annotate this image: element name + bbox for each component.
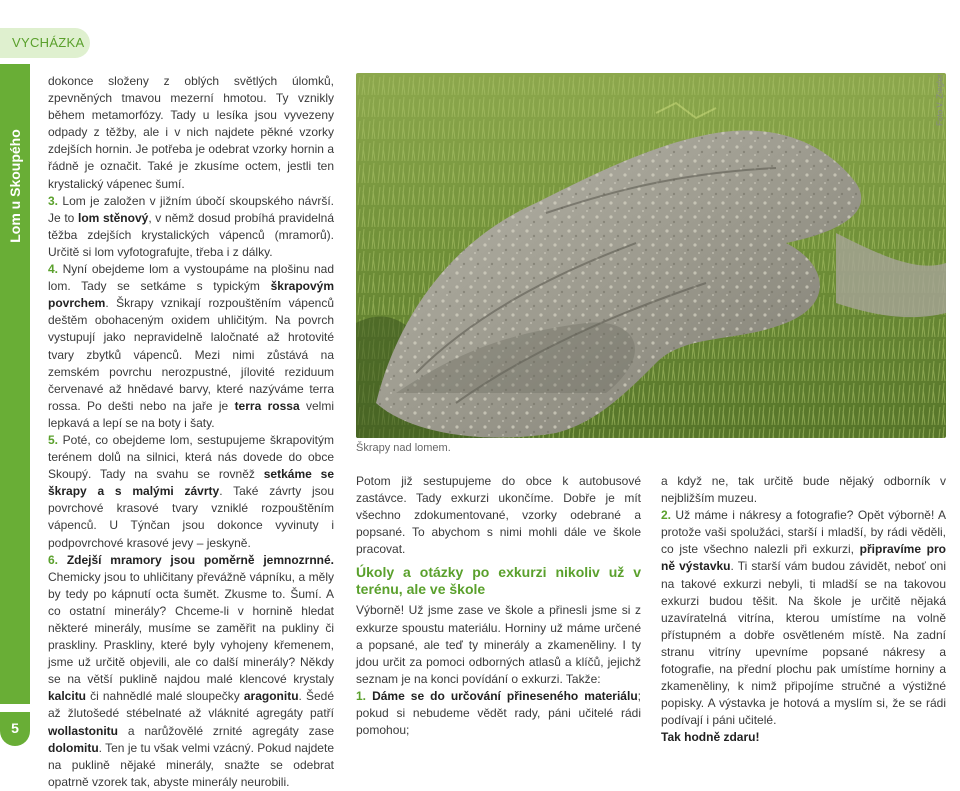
text-column-3 [661, 473, 946, 747]
closing-line: Tak hodně zdaru! [661, 730, 760, 745]
paragraph [661, 507, 946, 729]
emphasis: Dáme se do určování přineseného materiálu [372, 688, 638, 703]
paragraph-text: ; pokud si nebudeme vědět rady, páni učitelé rádi pomohou; [356, 688, 641, 738]
step-number: 4. [48, 262, 59, 277]
step-number: 3. [48, 193, 59, 208]
paragraph [48, 261, 334, 432]
paragraph-text: Potom již sestupujeme do obce k autobusové zastávce. Tady exkurzi ukončíme. Dobře je mít všechno zdokumentované, vzorky odebrané a popsané. To abychom s nimi mohli dále ve škole pracovat. [356, 474, 641, 557]
paragraph-text: , v němž dosud probíhá pravidelná těžba zdejších krystalických vápenců (mramorů). Určitě si lom vyfotografujte, třeba i z dálky. [48, 210, 334, 259]
emphasis: dolomitu [48, 740, 99, 755]
paragraph-text: Poté, co obejdeme lom, sestupujeme škrapovitým terénem dolů na silnici, která nás dovede do obce Skoupý. Tady na svahu se rovněž [48, 432, 334, 482]
paragraph-text: a narůžovělé zrnité agregáty zase [127, 723, 334, 738]
sidebar-band [0, 64, 30, 704]
paragraph [48, 73, 334, 193]
emphasis: připravíme pro ně výstavku [661, 542, 946, 574]
step-number: 6. [48, 552, 59, 567]
emphasis: lom stěnový [77, 210, 149, 225]
paragraph-text: Chemicky jsou to uhličitany převážně vápníku, a měly by tedy po kápnutí octa šumět. Zkusme to. Šumí. A co ostatní minerály? Chceme-li v hornině hledat některé minerály, musíme se zaměřit na pukliny či praskliny. Praskliny, které byly vyhojeny křemenem, jsme už určitě objevili, ale co další minerály? Někdy se na větší puklině najdou malé klencové krystaly [48, 569, 334, 687]
paragraph-text: . Škrapy vznikají rozpouštěním vápenců deštěm obohaceným oxidem uhličitým. Na povrch vystupují jako nepravidelně laločnaté až hrotovité tvary zbytků vápenců. Mezi nimi zůstává na zemském povrchu nerozpustné, jílovité reziduum červenavé až hnědavé barvy, které nazýváme terra rossa. Po dešti nebo na jaře je [48, 296, 334, 413]
paragraph [48, 552, 334, 791]
paragraph-text: velmi lepkavá a lepí se na boty i šaty. [48, 398, 334, 430]
step-number: 5. [48, 432, 59, 447]
paragraph-text: . Ti starší vám budou závidět, neboť oni na takové exkurzi nebyli, ti mladší se na takovou exkurzi budou těšit. Na škole je určitě nějaká uzavíratelná vitrína, kterou umístíme na volně přístupném a dobře osvětleném místě. Na zadní stranu vitríny upevníme popsané nákresy a fotografie, na přední plochu pak umístíme horniny a zkameněliny, k nimž připojíme stručné a výstižné popisky. A výstavka je hotová a myslím si, že se rádi podívají i páni učitelé. [661, 559, 946, 728]
photo-credit: Foto V. Ziegler [935, 74, 945, 126]
photo-illustration [356, 73, 946, 438]
paragraph [356, 602, 641, 687]
paragraph-text: . Ten je tu však velmi vzácný. Pokud najdete na puklině nějaké minerály, snažte se odebrat opatrně vzorek tak, abyste minerály neurobili. [48, 740, 334, 789]
paragraph-text: Už máme i nákresy a fotografie? Opět výborně! A protože vaši spolužáci, starší i mladší, by rádi věděli, co jste všechno nalezli při exkurzi, [661, 508, 947, 557]
paragraph [48, 193, 334, 261]
emphasis: setkáme se škrapy a s malými závrty [48, 467, 334, 499]
paragraph-text: . Šedé až žlutošedé stébelnaté až vláknité agregáty patří [48, 689, 334, 721]
emphasis: kalcitu [48, 689, 87, 704]
emphasis: wollastonitu [48, 723, 118, 738]
paragraph-text: a když ne, tak určitě bude nějaký odborník v nejbližším muzeu. [661, 474, 946, 506]
paragraph [48, 432, 334, 552]
step-number: 2. [661, 508, 672, 523]
sidebar-title: Lom u Skoupého [7, 129, 23, 243]
emphasis: aragonitu [243, 689, 299, 704]
paragraph-text: Výborně! Už jsme zase ve škole a přinesli jsme si z exkurze spoustu materiálu. Horniny už máme určené a popsané, ale teď ty minerály a zkameněliny. I ty jdou určit za pomoci odborných atlasů a klíčů, jejichž seznam je na konci povídání o exkurzi. Takže: [356, 603, 641, 686]
text-column-1 [48, 73, 334, 791]
paragraph-text: či nahnědlé malé sloupečky [90, 689, 240, 704]
karst-rock-photo [356, 73, 946, 438]
paragraph [356, 473, 641, 558]
paragraph-text: dokonce složeny z oblých světlých úlomků, zpevněných tmavou mezerní hmotou. Ty vznikly během metamorfózy. Tady u lesíka jsou vyvezeny odpady z těžby, ale i v nich najdete pěkné vzorky zdejších hornin. Je potřeba je odebrat vzorky hornin a řádně je označit. Také je zkusíme octem, jestli ten krystalický vápenec šumí. [48, 74, 334, 191]
paragraph [661, 473, 946, 507]
step-number: 1. [356, 688, 367, 703]
section-tag-label: VYCHÁZKA [12, 35, 85, 50]
text-column-2 [356, 473, 641, 739]
section-heading: Úkoly a otázky po exkurzi nikoliv už v terénu, ale ve škole [356, 564, 641, 598]
page-number: 5 [11, 720, 19, 736]
paragraph-text: Lom je založen v jižním úbočí skoupského návrší. Je to [48, 193, 334, 225]
paragraph-text: Nyní obejdeme lom a vystoupáme na plošinu nad lom. Tady se setkáme s typickým [48, 262, 334, 294]
emphasis: škrapovým povrchem [48, 279, 334, 311]
page-number-tab [0, 712, 30, 746]
section-tag [0, 28, 90, 58]
emphasis: terra rossa [234, 398, 300, 413]
paragraph [356, 688, 641, 739]
paragraph-text: . Také závrty jsou povrchové krasové tvary vzniklé rozpouštěním vápenců. U Týnčan jsou dokonce vyvinuty i podpovrchové krasové jevy – jeskyně. [48, 484, 335, 550]
photo-caption: Škrapy nad lomem. [356, 442, 451, 454]
emphasis: Zdejší mramory jsou poměrně jemnozrnné. [66, 552, 335, 567]
paragraph [661, 729, 946, 746]
